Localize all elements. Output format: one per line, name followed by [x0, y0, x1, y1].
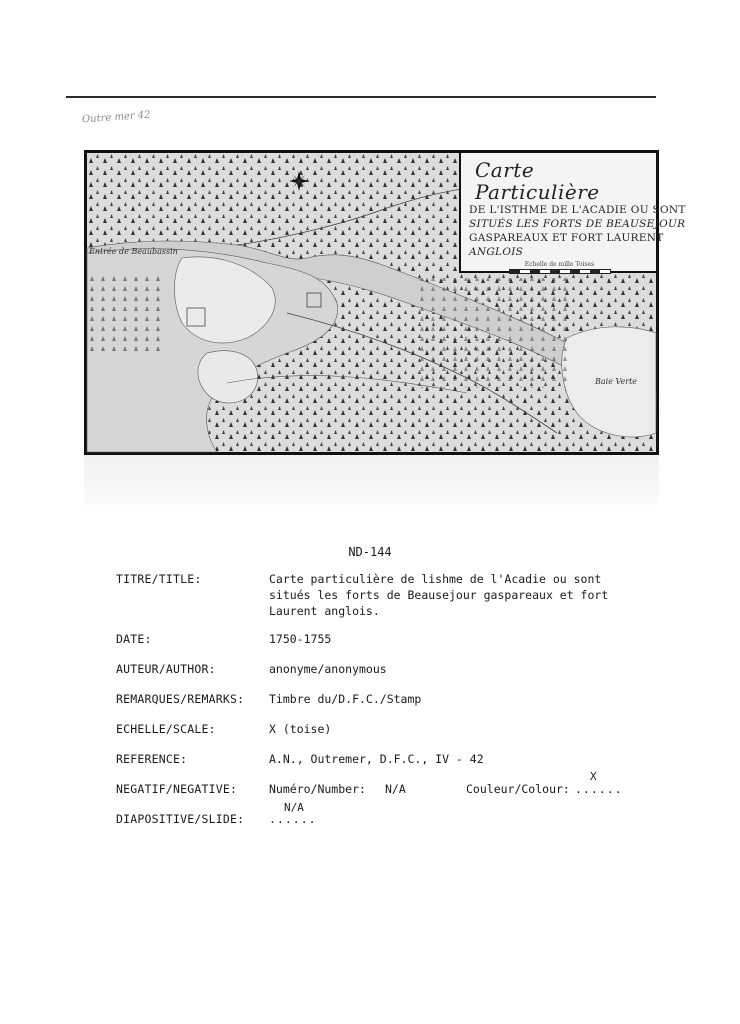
- field-label-negative: NEGATIF/NEGATIVE:: [116, 782, 238, 796]
- map-label-beaubassin: Entrée de Beaubassin: [89, 247, 178, 256]
- cartouche-scale-note: Echelle de mille Toises: [524, 261, 595, 268]
- field-label-author: AUTEUR/AUTHOR:: [116, 662, 216, 676]
- cartouche-line: GASPAREAUX ET FORT LAURENT: [469, 232, 664, 244]
- field-value-negative: Numéro/Number:: [269, 782, 366, 796]
- field-label-reference: REFERENCE:: [116, 752, 188, 766]
- field-label-remarks: REMARQUES/REMARKS:: [116, 692, 245, 706]
- field-value-reference: A.N., Outremer, D.F.C., IV - 42: [269, 752, 484, 766]
- cartouche-line: ANGLOIS: [469, 246, 524, 258]
- top-rule: [66, 96, 656, 98]
- field-value-scale: X (toise): [269, 722, 332, 736]
- scale-bar: [509, 269, 611, 274]
- colour-mark: X: [590, 770, 597, 783]
- cartouche-line: DE L'ISTHME DE L'ACADIE OU SONT: [469, 204, 686, 216]
- negative-number: N/A: [385, 782, 406, 796]
- field-label-title: TITRE/TITLE:: [116, 572, 202, 586]
- record-id: ND-144: [348, 545, 392, 559]
- map-image: [84, 150, 686, 455]
- colour-dots: ......: [575, 782, 623, 796]
- field-value-slide: ......: [269, 812, 317, 826]
- colour-label: Couleur/Colour:: [466, 782, 570, 796]
- map-label-baie-verte: Baie Verte: [595, 377, 638, 386]
- field-value-date: 1750-1755: [269, 632, 332, 646]
- field-label-date: DATE:: [116, 632, 152, 646]
- field-value-title: Carte particulière de lishme de l'Acadie ou sont situés les forts de Beausejour gaspareaux et fort Laurent anglois.: [269, 572, 609, 618]
- cartouche-title: Carte Particulière: [475, 158, 600, 204]
- map-cartouche: [459, 153, 686, 273]
- map-paper-margin: [84, 455, 659, 505]
- field-value-author: anonyme/anonymous: [269, 662, 387, 676]
- cartouche-line: SITUÉS LES FORTS DE BEAUSEJOUR: [469, 218, 686, 230]
- slide-mark: N/A: [284, 801, 304, 814]
- archive-pencil-note: Outre mer 42: [81, 109, 151, 126]
- field-label-slide: DIAPOSITIVE/SLIDE:: [116, 812, 245, 826]
- field-value-remarks: Timbre du/D.F.C./Stamp: [269, 692, 422, 706]
- field-label-scale: ECHELLE/SCALE:: [116, 722, 216, 736]
